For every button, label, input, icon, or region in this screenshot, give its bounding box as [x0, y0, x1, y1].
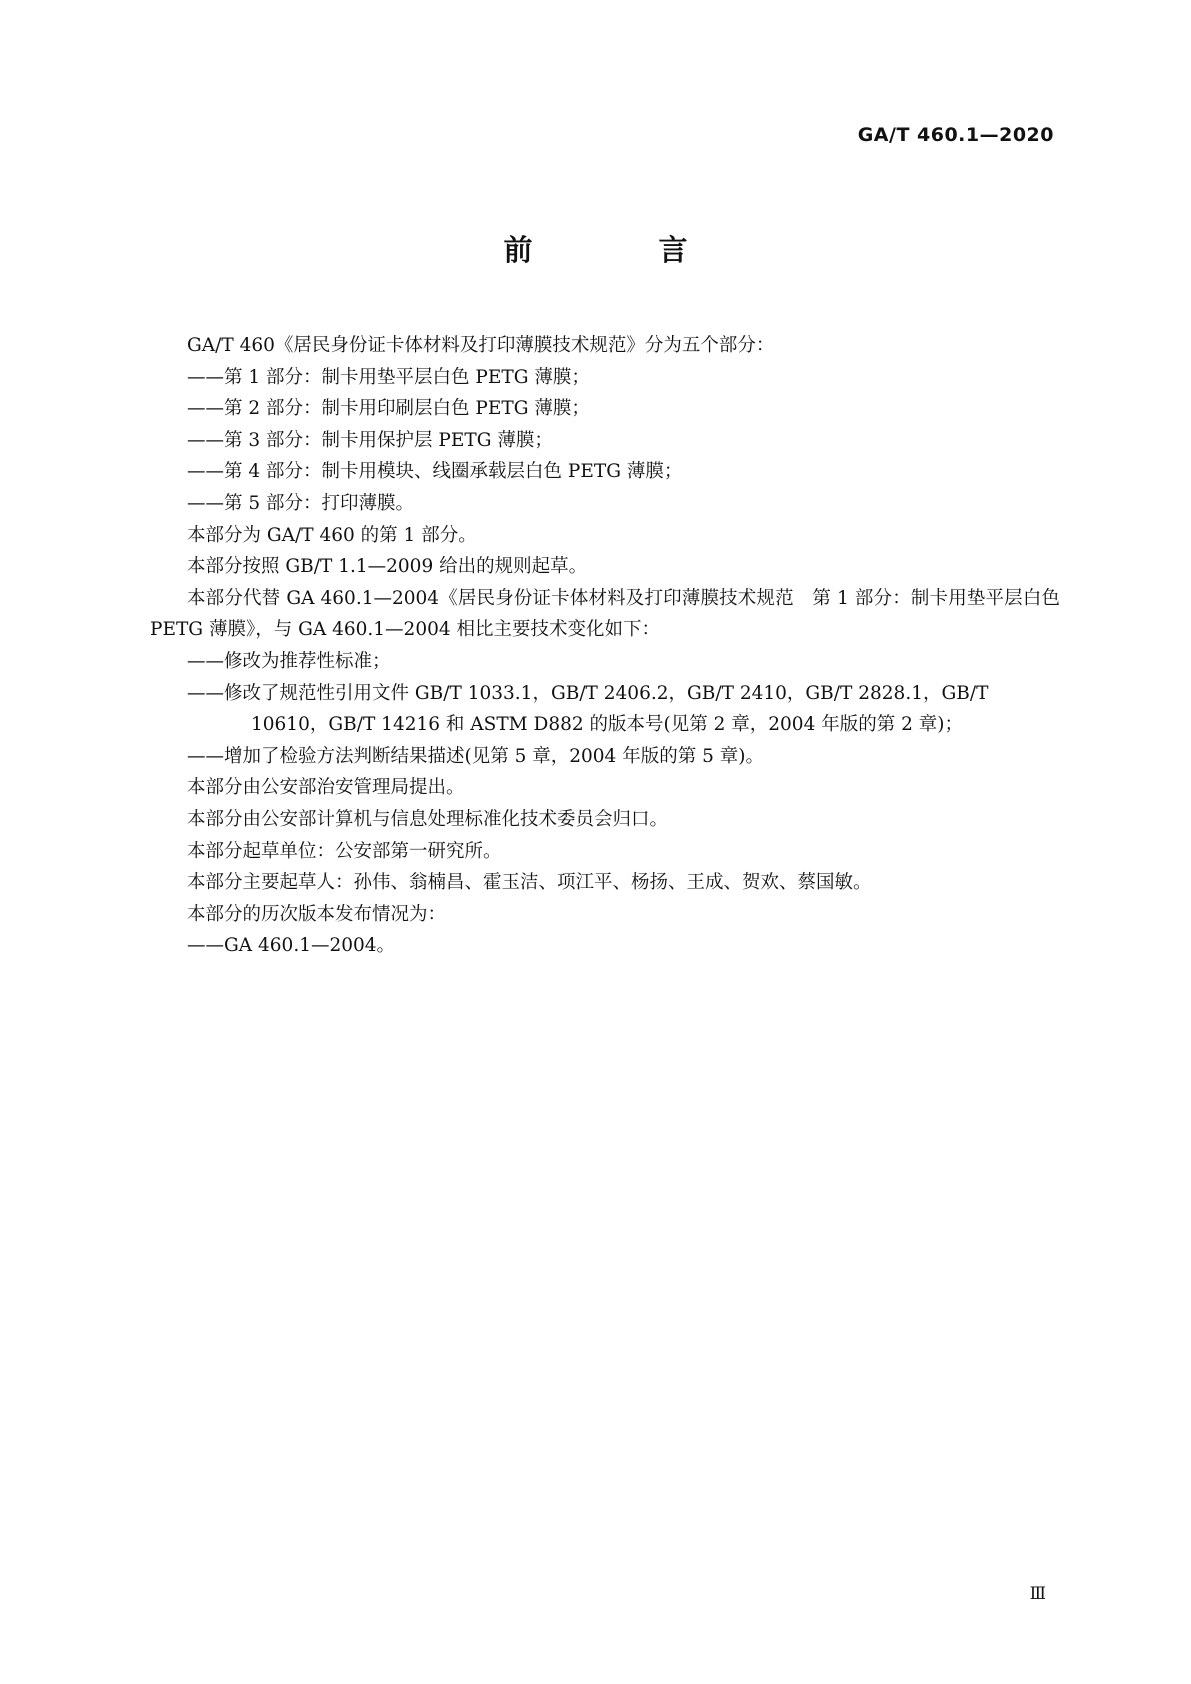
paragraph: 本部分由公安部治安管理局提出。: [187, 777, 465, 799]
document-code: GA/T 460.1—2020: [857, 124, 1054, 146]
list-item: ——修改了规范性引用文件 GB/T 1033.1，GB/T 2406.2，GB/T 2410，GB/T 2828.1，GB/T 10610，GB/T 14216 和 ASTM D882 的版本号(见第 2 章，2004 年版的第 2 章)；: [187, 682, 989, 736]
paragraph: 本部分起草单位：公安部第一研究所。: [187, 840, 502, 862]
paragraph: 本部分的历次版本发布情况为：: [187, 903, 447, 925]
list-item: ——第 2 部分：制卡用印刷层白色 PETG 薄膜；: [187, 398, 590, 420]
list-item: ——第 5 部分：打印薄膜。: [187, 492, 415, 514]
list-item: ——第 1 部分：制卡用垫平层白色 PETG 薄膜；: [187, 366, 590, 388]
list-item: ——第 3 部分：制卡用保护层 PETG 薄膜；: [187, 429, 553, 451]
paragraph: 本部分由公安部计算机与信息处理标准化技术委员会归口。: [187, 808, 669, 830]
paragraph: 本部分为 GA/T 460 的第 1 部分。: [187, 524, 477, 546]
paragraph: 本部分主要起草人：孙伟、翁楠昌、霍玉洁、项江平、杨扬、王成、贺欢、蔡国敏。: [187, 872, 872, 894]
paragraph: 本部分代替 GA 460.1—2004《居民身份证卡体材料及打印薄膜技术规范 第 1 部分：制卡用垫平层白色 PETG 薄膜》，与 GA 460.1—2004 相比主要技术变化如下：: [150, 587, 1060, 641]
list-item: ——第 4 部分：制卡用模块、线圈承载层白色 PETG 薄膜；: [187, 461, 683, 483]
page-title: 前 言: [503, 233, 746, 267]
paragraph: 本部分按照 GB/T 1.1—2009 给出的规则起草。: [187, 556, 588, 578]
list-item: ——GA 460.1—2004。: [187, 935, 396, 957]
paragraph: GA/T 460《居民身份证卡体材料及打印薄膜技术规范》分为五个部分：: [187, 335, 775, 356]
foreword-body: [150, 330, 1060, 962]
page-number: Ⅲ: [1029, 1584, 1046, 1604]
list-item: ——修改为推荐性标准；: [187, 650, 391, 672]
list-item: ——增加了检验方法判断结果描述(见第 5 章，2004 年版的第 5 章)。: [187, 745, 764, 767]
